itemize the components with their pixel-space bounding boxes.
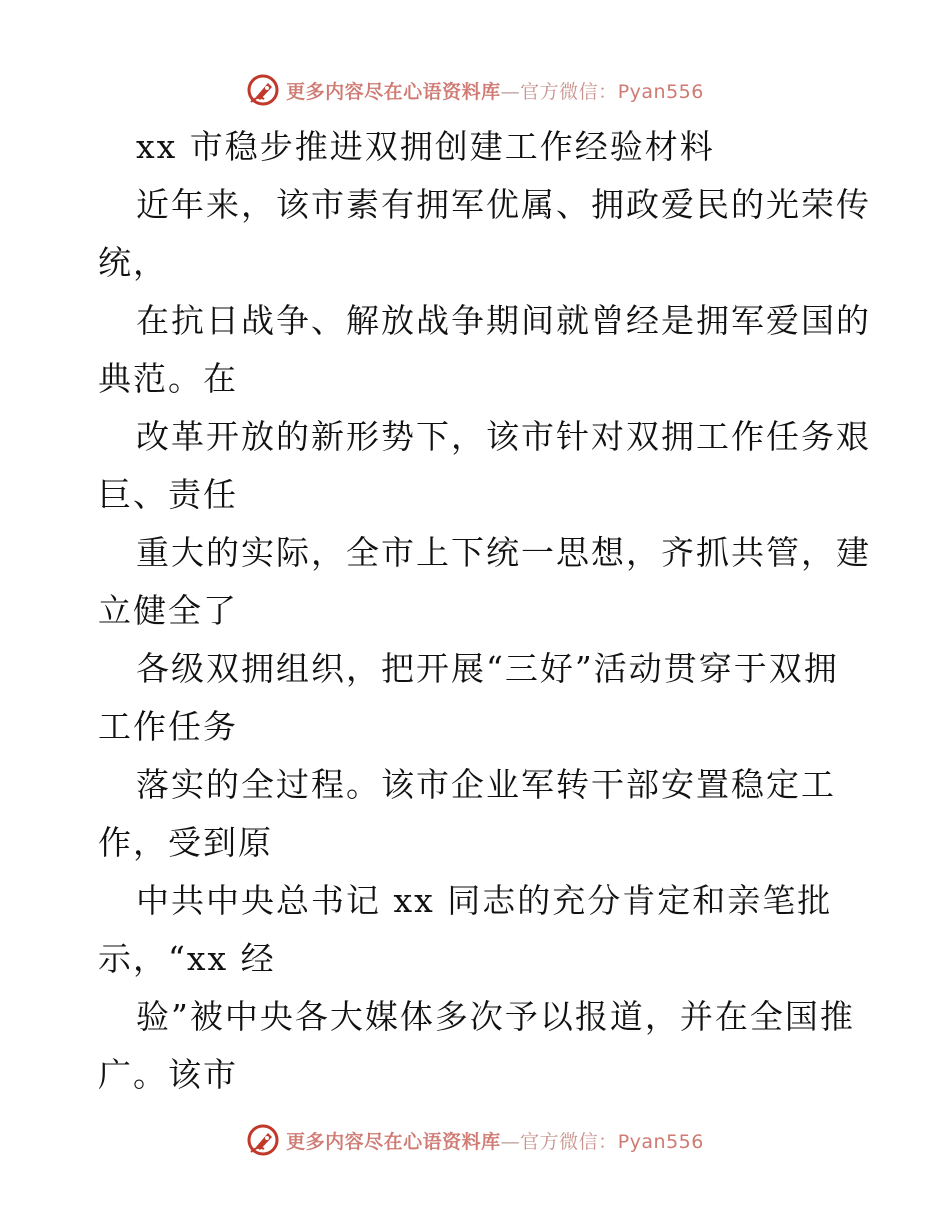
text-line: 典范。在 — [98, 359, 238, 398]
banner-text — [286, 1127, 704, 1154]
text-line: 重大的实际，全市上下统一思想，齐抓共管，建 — [136, 533, 871, 572]
banner-site-name: 更多内容尽在心语资料库 — [286, 80, 501, 103]
header-banner — [0, 70, 950, 110]
banner-separator: — — [500, 80, 521, 103]
document-title: xx 市稳步推进双拥创建工作经验材料 — [136, 127, 715, 166]
text-line: 落实的全过程。该市企业军转干部安置稳定工 — [136, 765, 836, 804]
banner-wechat-id: Pyan556 — [617, 80, 704, 103]
banner-wechat-label: 官方微信： — [520, 80, 618, 103]
pen-nib-logo-icon — [246, 1123, 280, 1157]
banner-separator: — — [500, 1130, 521, 1153]
text-line: 立健全了 — [98, 591, 238, 630]
text-line: 工作任务 — [98, 707, 238, 746]
text-line: 在抗日战争、解放战争期间就曾经是拥军爱国的 — [136, 301, 871, 340]
banner-wechat-label: 官方微信： — [520, 1130, 618, 1153]
pen-nib-logo-icon — [246, 73, 280, 107]
footer-banner-content — [246, 1123, 704, 1157]
text-line: 改革开放的新形势下，该市针对双拥工作任务艰 — [136, 417, 871, 456]
text-line: 巨、责任 — [98, 475, 238, 514]
footer-banner — [0, 1120, 950, 1160]
banner-site-name: 更多内容尽在心语资料库 — [286, 1130, 501, 1153]
header-banner-content — [246, 73, 704, 107]
text-line: 各级双拥组织，把开展“三好”活动贯穿于双拥 — [136, 649, 839, 688]
text-line: 近年来，该市素有拥军优属、拥政爱民的光荣传 — [136, 185, 871, 224]
text-line: 验”被中央各大媒体多次予以报道，并在全国推 — [136, 997, 855, 1036]
banner-text — [286, 77, 704, 104]
banner-wechat-id: Pyan556 — [617, 1130, 704, 1153]
text-line: 作，受到原 — [98, 823, 273, 862]
text-line: 广。该市 — [98, 1055, 238, 1094]
text-line: 中共中央总书记 xx 同志的充分肯定和亲笔批 — [136, 881, 833, 920]
text-line: 统， — [98, 243, 168, 282]
text-line: 示，“xx 经 — [98, 939, 276, 978]
